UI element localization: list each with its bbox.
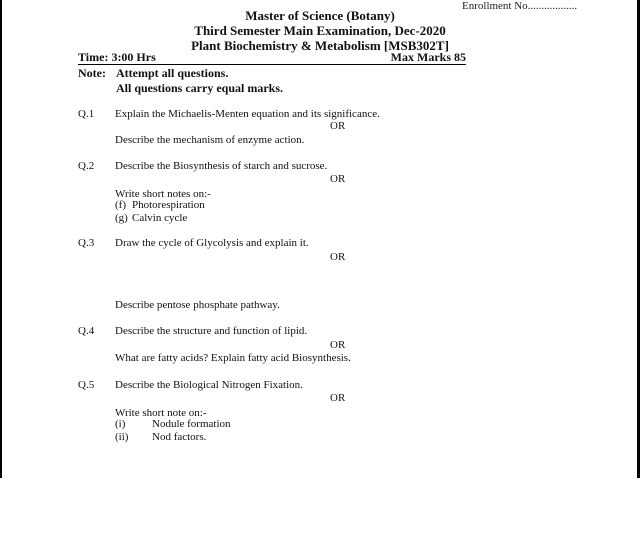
- item-marker: (g): [115, 212, 128, 224]
- paper-title: Plant Biochemistry & Metabolism [MSB302T]: [191, 38, 449, 53]
- question-text: Draw the cycle of Glycolysis and explain it.: [115, 237, 309, 249]
- time-marks-row: [78, 51, 466, 65]
- or-separator: OR: [330, 120, 346, 132]
- or-separator: OR: [330, 339, 346, 351]
- question-alt-text: What are fatty acids? Explain fatty acid Biosynthesis.: [115, 352, 351, 364]
- question-text: Describe the Biosynthesis of starch and sucrose.: [115, 160, 328, 172]
- or-separator: OR: [330, 251, 346, 263]
- max-marks: Max Marks 85: [390, 50, 466, 64]
- item-text: Calvin cycle: [132, 212, 188, 224]
- question-number: Q.4: [78, 325, 95, 337]
- question-alt-text: Describe pentose phosphate pathway.: [115, 299, 280, 311]
- time: Time: 3:00 Hrs: [78, 50, 156, 64]
- question-alt-text: Write short notes on:-: [115, 188, 211, 200]
- exam-title: Third Semester Main Examination, Dec-2020: [194, 23, 446, 38]
- question-text: Explain the Michaelis-Menten equation and its significance.: [115, 108, 380, 120]
- enrollment-number: Enrollment No..................: [462, 0, 578, 12]
- item-text: Nod factors.: [152, 431, 207, 443]
- note-line-1: Attempt all questions.: [116, 66, 229, 80]
- note-line-2: All questions carry equal marks.: [116, 81, 284, 95]
- question-number: Q.3: [78, 237, 95, 249]
- note-label: Note:: [78, 66, 106, 80]
- or-separator: OR: [330, 392, 346, 404]
- question-text: Describe the structure and function of lipid.: [115, 325, 308, 337]
- item-marker: (i): [115, 418, 126, 430]
- question-alt-text: Describe the mechanism of enzyme action.: [115, 134, 305, 146]
- question-number: Q.5: [78, 379, 95, 391]
- item-text: Photorespiration: [132, 199, 205, 211]
- degree-title: Master of Science (Botany): [245, 8, 395, 23]
- item-text: Nodule formation: [152, 418, 231, 430]
- question-number: Q.1: [78, 108, 95, 120]
- question-text: Describe the Biological Nitrogen Fixation.: [115, 379, 303, 391]
- page-border-left: [0, 0, 2, 478]
- item-marker: (f): [115, 199, 126, 211]
- question-number: Q.2: [78, 160, 95, 172]
- question-alt-text: Write short note on:-: [115, 407, 207, 419]
- or-separator: OR: [330, 173, 346, 185]
- item-marker: (ii): [115, 431, 129, 443]
